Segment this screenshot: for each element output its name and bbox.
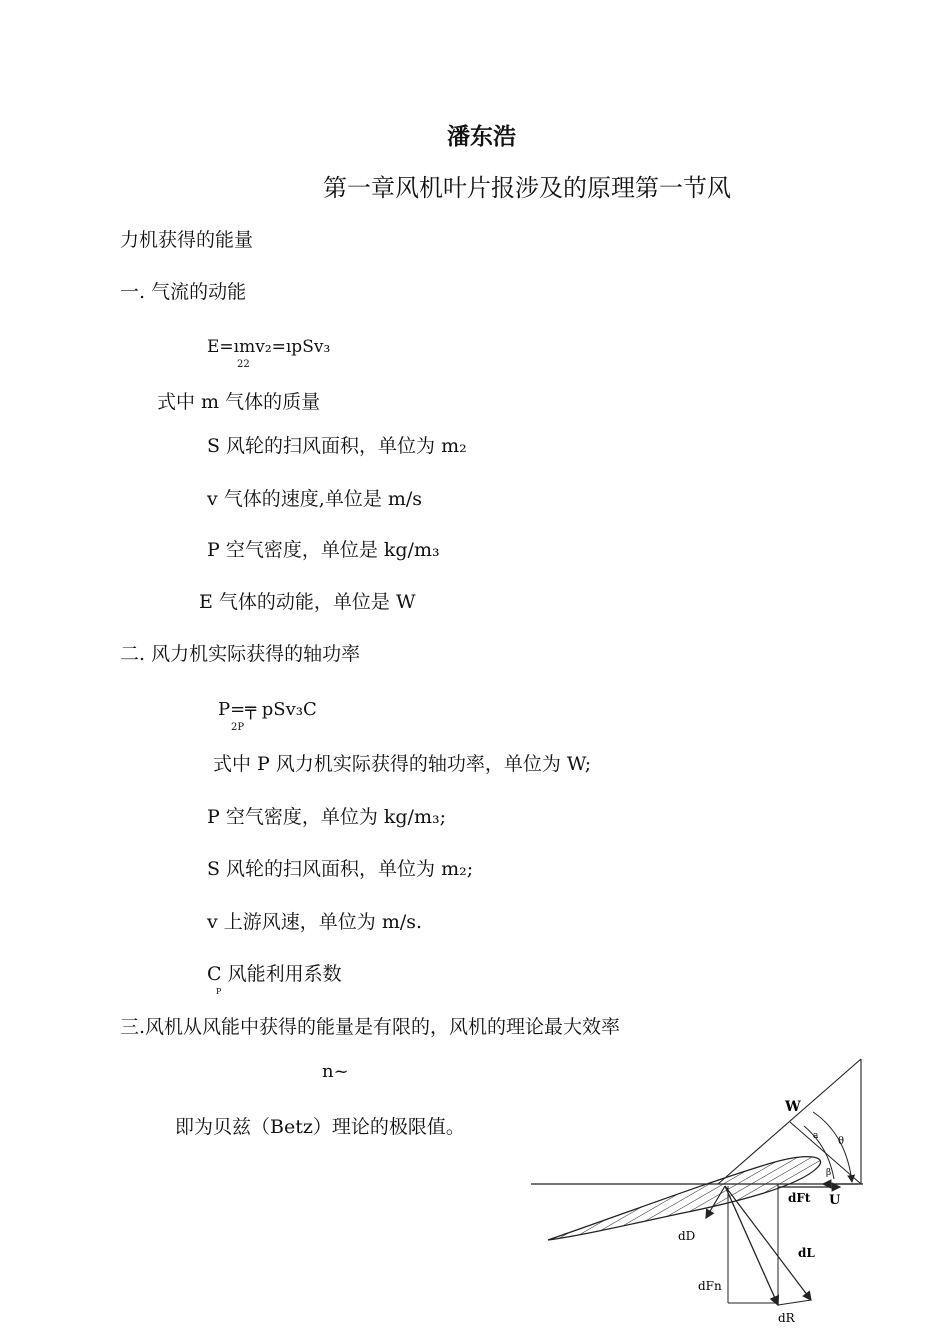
label-beta: β <box>826 1168 832 1178</box>
label-theta: θ <box>838 1136 845 1147</box>
s3-note: 即为贝兹（Betz）理论的极限值。 <box>175 1116 465 1138</box>
label-U: U <box>829 1193 841 1208</box>
section-heading-cont: 力机获得的能量 <box>120 229 254 251</box>
efficiency-symbol: n~ <box>322 1061 349 1082</box>
label-dR: dR <box>778 1311 795 1325</box>
chapter-heading: 第一章风机叶片报涉及的原理第一节风 <box>323 174 731 202</box>
airfoil-section <box>548 1157 821 1240</box>
s2-formula: P=╤ pSv₃C <box>218 699 317 720</box>
label-dFt: dFt <box>788 1191 811 1205</box>
s1-item: E 气体的动能，单位是 W <box>199 591 416 613</box>
label-alpha: a <box>813 1131 819 1141</box>
label-dFn: dFn <box>698 1279 722 1293</box>
s3-heading: 三.风机从风能中获得的能量是有限的，风机的理论最大效率 <box>120 1016 621 1038</box>
blade-element-diagram <box>528 1054 878 1344</box>
label-dD: dD <box>678 1229 696 1243</box>
dR-to-dL <box>778 1300 811 1305</box>
s1-item: v 气体的速度,单位是 m/s <box>207 488 423 510</box>
s1-intro: 式中 m 气体的质量 <box>157 391 321 413</box>
s1-item: P 空气密度，单位是 kg/m₃ <box>207 539 440 561</box>
s2-item: P 空气密度，单位为 kg/m₃; <box>207 806 446 828</box>
s2-intro: 式中 P 风力机实际获得的轴功率，单位为 W; <box>213 753 592 775</box>
s2-item: S 风轮的扫风面积，单位为 m₂; <box>207 858 474 880</box>
s1-item: S 风轮的扫风面积，单位为 m₂ <box>207 435 467 457</box>
label-W: W <box>785 1099 801 1115</box>
author-name: 潘东浩 <box>447 124 516 150</box>
s1-heading: 一. 气流的动能 <box>120 281 247 303</box>
s2-formula-sub: 2P <box>231 722 245 733</box>
s2-cp-sub: P <box>216 987 222 996</box>
s1-formula-sub: 22 <box>237 359 250 370</box>
s2-item: v 上游风速，单位为 m/s. <box>207 911 423 933</box>
s1-formula: E=ımv₂=ıpSv₃ <box>207 337 331 357</box>
label-dL: dL <box>798 1246 815 1260</box>
s2-cp: C 风能利用系数 <box>207 963 342 985</box>
s2-heading: 二. 风力机实际获得的轴功率 <box>120 643 361 665</box>
